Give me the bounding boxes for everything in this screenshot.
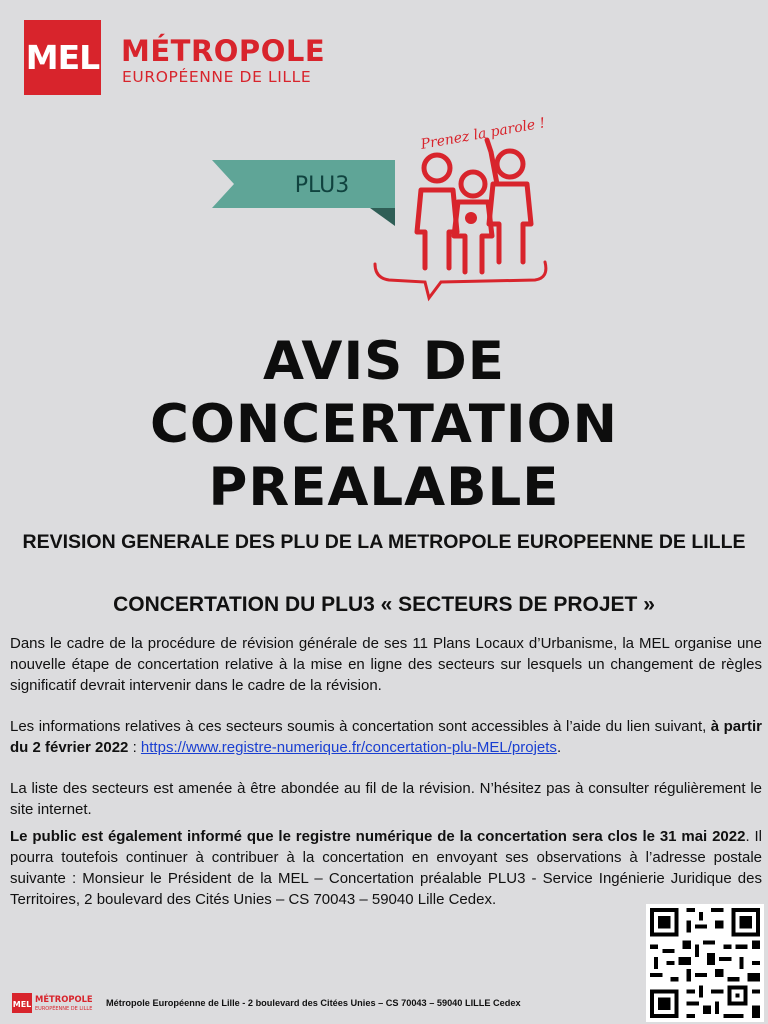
title-line-1: AVIS DE	[263, 331, 505, 392]
footer-logo-mark: MEL	[12, 1000, 32, 1009]
logo-subtitle: EUROPÉENNE DE LILLE	[122, 68, 312, 86]
qr-code-icon[interactable]	[646, 904, 764, 1022]
p2-date: à partir du 2 février 2022	[10, 718, 762, 756]
title-line-3: PREALABLE	[208, 457, 560, 518]
subtitle-concertation: CONCERTATION DU PLU3 « SECTEURS DE PROJET »	[113, 593, 655, 616]
registre-link[interactable]: https://www.registre-numerique.fr/concertation-plu-MEL/projets	[140, 739, 557, 756]
logo-title: MÉTROPOLE	[121, 34, 326, 68]
illustration-caption: Prenez la parole !	[419, 115, 547, 153]
footer-address: Métropole Européenne de Lille - 2 boulevard des Citées Unies – CS 70043 – 59040 LILLE Cedex	[106, 998, 521, 1008]
mel-logo-mark: MEL	[24, 20, 101, 95]
p2-text: Les informations relatives à ces secteurs soumis à concertation sont accessibles à l’aide du lien suivant,	[10, 718, 711, 735]
p2-sep: :	[128, 739, 141, 756]
p2-end: .	[556, 739, 562, 756]
title-line-2: CONCERTATION	[149, 394, 619, 455]
p4-bold: Le public est également informé que le registre numérique de la concertation sera clos le 31 mai 2022	[10, 828, 746, 845]
paragraph-closing	[10, 826, 762, 910]
page-title	[60, 330, 708, 519]
people-speech-bubble-icon	[365, 112, 557, 304]
paragraph-link	[10, 716, 762, 758]
p4-rest: . Il pourra toutefois continuer à contribuer à la concertation en envoyant ses observations à l’adresse postale suivante : Monsieur le Président de la MEL – Concertation préalable PLU3 - Service Ingénierie Juridique des Territoires, 2 boulevard des Cités Unies – CS 70043 – 59040 Lille Cedex.	[10, 828, 762, 908]
subtitle-revision: REVISION GENERALE DES PLU DE LA METROPOLE EUROPEENNE DE LILLE	[22, 531, 746, 553]
paragraph-intro: Dans le cadre de la procédure de révision générale de ses 11 Plans Locaux d’Urbanisme, la MEL organise une nouvelle étape de concertation relative à la mise en ligne des secteurs sur lesquels un changement de règles significatif devrait intervenir dans le cadre de la révision.	[10, 635, 762, 694]
footer-logo-title: MÉTROPOLE	[35, 994, 93, 1004]
footer-mel-logo	[12, 993, 100, 1015]
paragraph-list: La liste des secteurs est amenée à être abondée au fil de la révision. N’hésitez pas à consulter régulièrement le site internet.	[10, 780, 762, 818]
ribbon-label: PLU3	[294, 173, 350, 198]
footer-logo-subtitle: EUROPÉENNE DE LILLE	[35, 1006, 93, 1012]
